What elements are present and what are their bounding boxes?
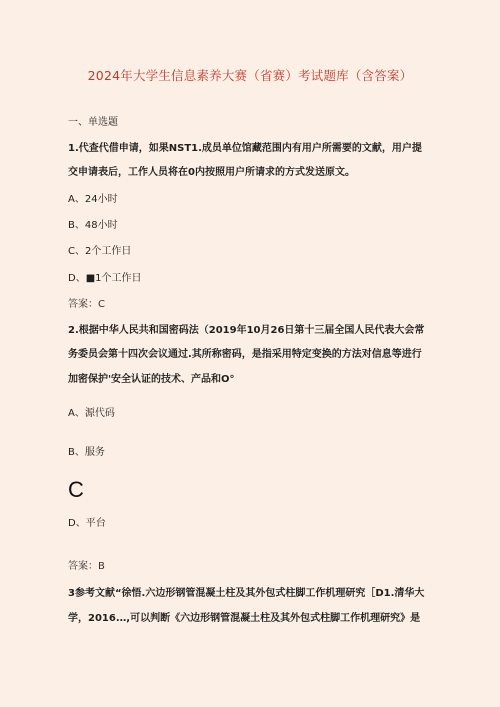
question-2-option-b: B、服务 (68, 447, 105, 458)
question-2-line-3: 加密保护'安全认证的技术、产品和O° (68, 374, 235, 385)
question-1-answer: 答案：C (68, 299, 105, 310)
question-2-line-1: 2.根据中华人民共和国密码法（2019年10月26日第十三届全国人民代表大会常 (68, 325, 425, 336)
question-1-option-a: A、24小时 (68, 194, 118, 205)
question-3-line-1: 3参考文献“徐悟.六边形钢管混凝土柱及其外包式柱脚工作机理研究［D1.清华大 (68, 588, 425, 599)
section-heading: 一、单选题 (68, 117, 118, 128)
question-2-option-a: A、源代码 (68, 408, 115, 419)
question-1-option-d: D、■1个工作日 (68, 273, 142, 284)
question-1-option-c: C、2个工作日 (68, 246, 132, 257)
question-2-line-2: 务委员会第十四次会议通过.其所称密码，是指采用特定变换的方法对信息等进行 (68, 349, 422, 360)
question-3-line-2: 学，2016.‥,可以判断《六边形钢管混凝土柱及其外包式柱脚工作机理研究》是 (68, 613, 421, 624)
question-2-option-d: D、平台 (68, 518, 106, 529)
question-2-answer: 答案：B (68, 561, 105, 572)
question-1-line-2: 交申请表后，工作人员将在0内按照用户所请求的方式发送原文。 (68, 167, 355, 178)
question-1-option-b: B、48小时 (68, 220, 118, 231)
document-title: 2024年大学生信息素养大赛（省赛）考试题库（含答案） (87, 68, 413, 83)
question-2-option-c-large: C (68, 477, 84, 502)
question-1-line-1: 1.代查代借申请，如果NST1.成员单位馆藏范围内有用户所需要的文献，用户提 (68, 143, 422, 154)
